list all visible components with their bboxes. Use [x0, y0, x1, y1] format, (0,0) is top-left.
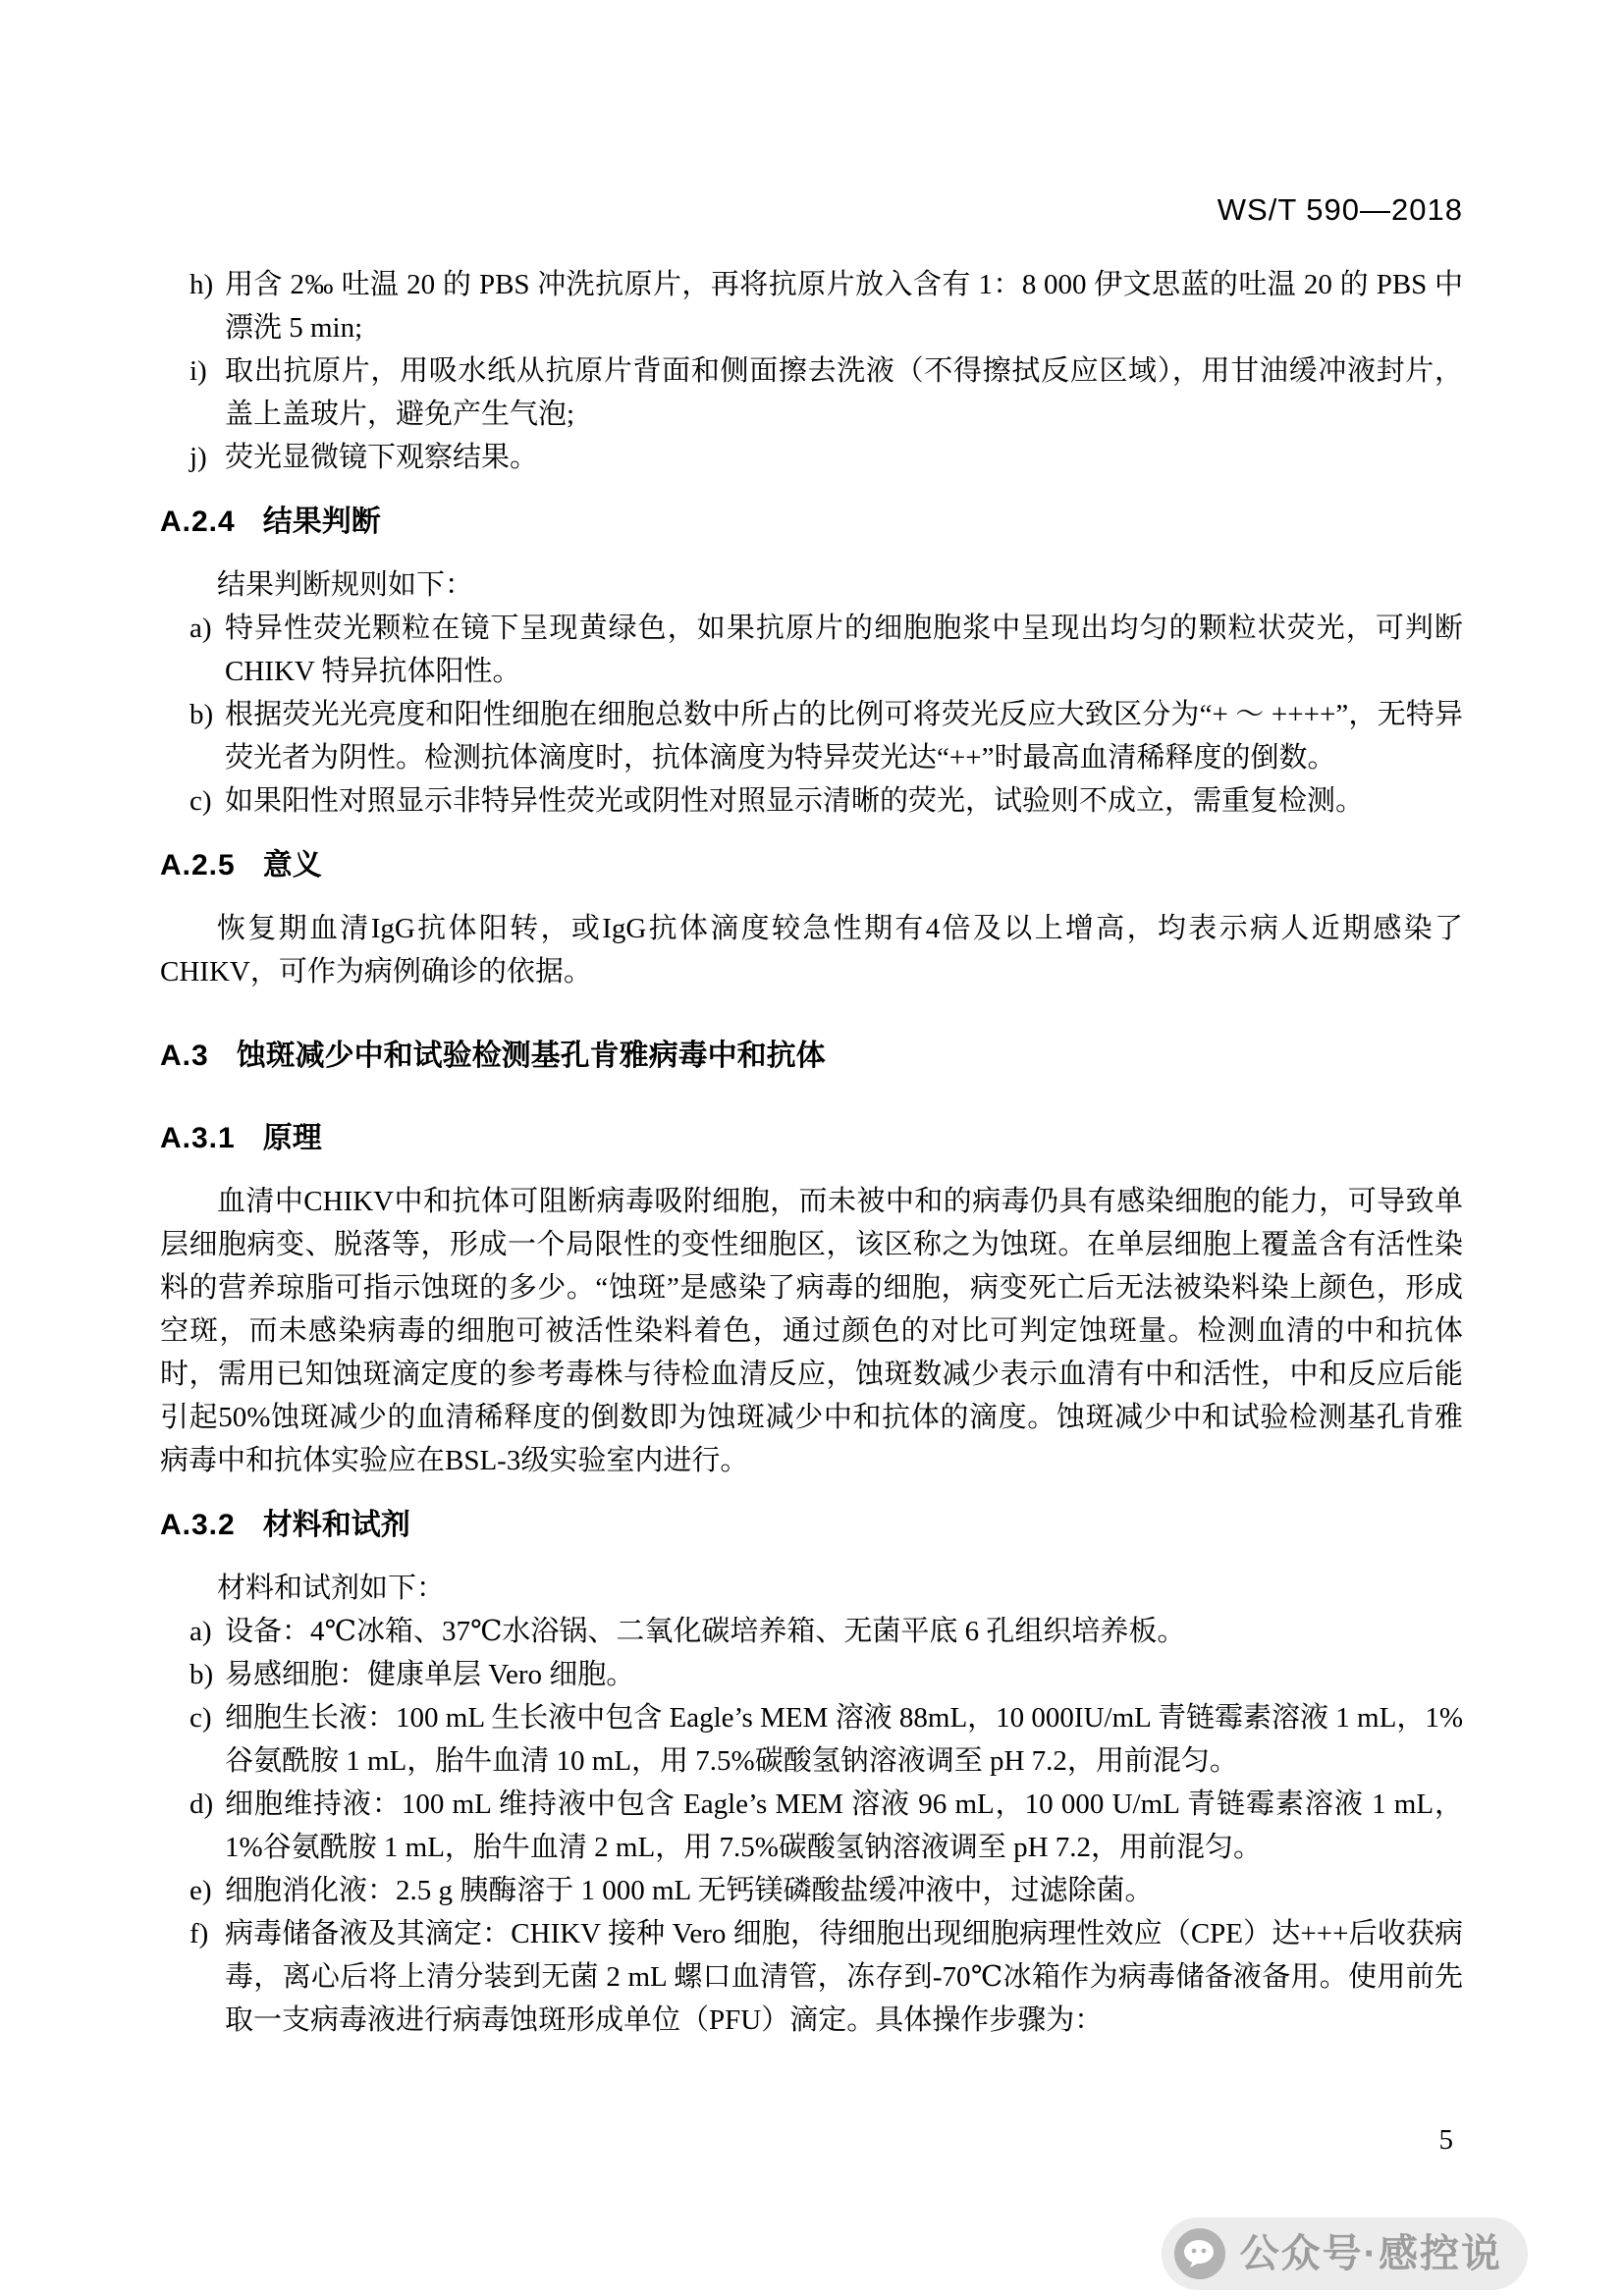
document-content: [160, 228, 1463, 2042]
page-number: 5: [1438, 2124, 1453, 2156]
list-item-marker: c): [189, 785, 212, 817]
section-heading: [160, 503, 1463, 542]
list-item-marker: f): [189, 1918, 209, 1949]
lettered-list: [160, 607, 1463, 823]
list-item-text: 取出抗原片，用吸水纸从抗原片背面和侧面擦去洗液（不得擦拭反应区域），用甘油缓冲液封片，盖上盖玻片，避免产生气泡;: [225, 355, 1463, 430]
section-number: A.3.1: [160, 1122, 236, 1154]
body-paragraph: 结果判断规则如下：: [217, 569, 474, 601]
section-title: 结果判断: [262, 506, 381, 538]
section-heading: [160, 1119, 1463, 1158]
section-heading: [160, 1037, 1463, 1076]
list-item: [160, 607, 1463, 693]
list-item-marker: i): [189, 355, 207, 387]
list-item: [160, 1912, 1463, 2042]
section-number: A.2.4: [160, 506, 236, 538]
body-paragraph: 血清中CHIKV中和抗体可阻断病毒吸附细胞，而未被中和的病毒仍具有感染细胞的能力，可导致单层细胞病变、脱落等，形成一个局限性的变性细胞区，该区称之为蚀斑。在单层细胞上覆盖含有活性染料的营养琼脂可指示蚀斑的多少。“蚀斑”是感染了病毒的细胞，病变死亡后无法被染料染上颜色，形成空斑，而未感染病毒的细胞可被活性染料着色，通过颜色的对比可判定蚀斑量。检测血清的中和抗体时，需用已知蚀斑滴定度的参考毒株与待检血清反应，蚀斑数减少表示血清有中和活性，中和反应后能引起50%蚀斑减少的血清稀释度的倒数即为蚀斑减少中和抗体的滴度。蚀斑减少中和试验检测基孔肯雅病毒中和抗体实验应在BSL-3级实验室内进行。: [160, 1186, 1463, 1476]
section-number: A.2.5: [160, 849, 236, 881]
list-item-text: 易感细胞：健康单层 Vero 细胞。: [225, 1659, 635, 1690]
list-item: [160, 1610, 1463, 1653]
wechat-official-account-icon: [1173, 2227, 1226, 2280]
section-title: 蚀斑减少中和试验检测基孔肯雅病毒中和抗体: [236, 1040, 826, 1072]
section-title: 意义: [262, 849, 322, 881]
body-paragraph: 恢复期血清IgG抗体阳转，或IgG抗体滴度较急性期有4倍及以上增高，均表示病人近期感染了CHIKV，可作为病例确诊的依据。: [160, 913, 1463, 988]
list-item: [160, 693, 1463, 779]
list-item: [160, 349, 1463, 436]
body-paragraph: 材料和试剂如下：: [217, 1573, 446, 1604]
list-item: [160, 1653, 1463, 1696]
list-item-marker: b): [189, 1659, 214, 1690]
list-item-marker: h): [189, 269, 214, 300]
list-item: [160, 1869, 1463, 1912]
list-item-marker: a): [189, 613, 212, 644]
lettered-list: [160, 1610, 1463, 2042]
section-number: A.3.2: [160, 1509, 236, 1541]
watermark-label: 公众号·感控说: [1239, 2232, 1502, 2275]
list-item-text: 特异性荧光颗粒在镜下呈现黄绿色，如果抗原片的细胞胞浆中呈现出均匀的颗粒状荧光，可判断 CHIKV 特异抗体阳性。: [225, 613, 1463, 687]
list-item: [160, 1783, 1463, 1869]
list-item-text: 细胞生长液：100 mL 生长液中包含 Eagle’s MEM 溶液 88mL，10 000IU/mL 青链霉素溶液 1 mL，1%谷氨酰胺 1 mL，胎牛血清 10 mL，用 7.5%碳酸氢钠溶液调至 pH 7.2，用前混匀。: [225, 1702, 1463, 1777]
list-item: [160, 1696, 1463, 1783]
list-item: [160, 779, 1463, 823]
list-item-marker: b): [189, 699, 214, 730]
list-item-marker: c): [189, 1702, 212, 1734]
section-title: 原理: [262, 1122, 322, 1154]
list-item-text: 细胞消化液：2.5 g 胰酶溶于 1 000 mL 无钙镁磷酸盐缓冲液中，过滤除菌。: [225, 1875, 1154, 1906]
list-item-marker: a): [189, 1616, 212, 1647]
list-item-text: 如果阳性对照显示非特异性荧光或阴性对照显示清晰的荧光，试验则不成立，需重复检测。: [225, 785, 1365, 817]
section-title: 材料和试剂: [262, 1509, 410, 1541]
list-item-text: 设备：4℃冰箱、37℃水浴锅、二氧化碳培养箱、无菌平底 6 孔组织培养板。: [225, 1616, 1186, 1647]
document-code-header: WS/T 590—2018: [1217, 192, 1463, 227]
list-item-text: 根据荧光光亮度和阳性细胞在细胞总数中所占的比例可将荧光反应大致区分为“+ ～ ++++”，无特异荧光者为阴性。检测抗体滴度时，抗体滴度为特异荧光达“++”时最高血清稀释度的倒数。: [225, 699, 1463, 774]
list-item-marker: j): [189, 442, 207, 473]
watermark-badge: [1162, 2217, 1528, 2290]
list-item-marker: d): [189, 1789, 214, 1820]
section-heading: [160, 1506, 1463, 1545]
list-item-text: 荧光显微镜下观察结果。: [225, 442, 539, 473]
lettered-list: [160, 263, 1463, 479]
list-item: [160, 436, 1463, 479]
section-number: A.3: [160, 1040, 209, 1072]
list-item: [160, 263, 1463, 349]
list-item-marker: e): [189, 1875, 212, 1906]
list-item-text: 用含 2‰ 吐温 20 的 PBS 冲洗抗原片，再将抗原片放入含有 1：8 000 伊文思蓝的吐温 20 的 PBS 中漂洗 5 min;: [225, 269, 1463, 344]
section-heading: [160, 846, 1463, 885]
list-item-text: 细胞维持液：100 mL 维持液中包含 Eagle’s MEM 溶液 96 mL，10 000 U/mL 青链霉素溶液 1 mL，1%谷氨酰胺 1 mL，胎牛血清 2 mL，用 7.5%碳酸氢钠溶液调至 pH 7.2，用前混匀。: [225, 1789, 1463, 1863]
list-item-text: 病毒储备液及其滴定：CHIKV 接种 Vero 细胞，待细胞出现细胞病理性效应（CPE）达+++后收获病毒，离心后将上清分装到无菌 2 mL 螺口血清管，冻存到-70℃冰箱作为病毒储备液备用。使用前先取一支病毒液进行病毒蚀斑形成单位（PFU）滴定。具体操作步骤为：: [225, 1918, 1463, 2036]
